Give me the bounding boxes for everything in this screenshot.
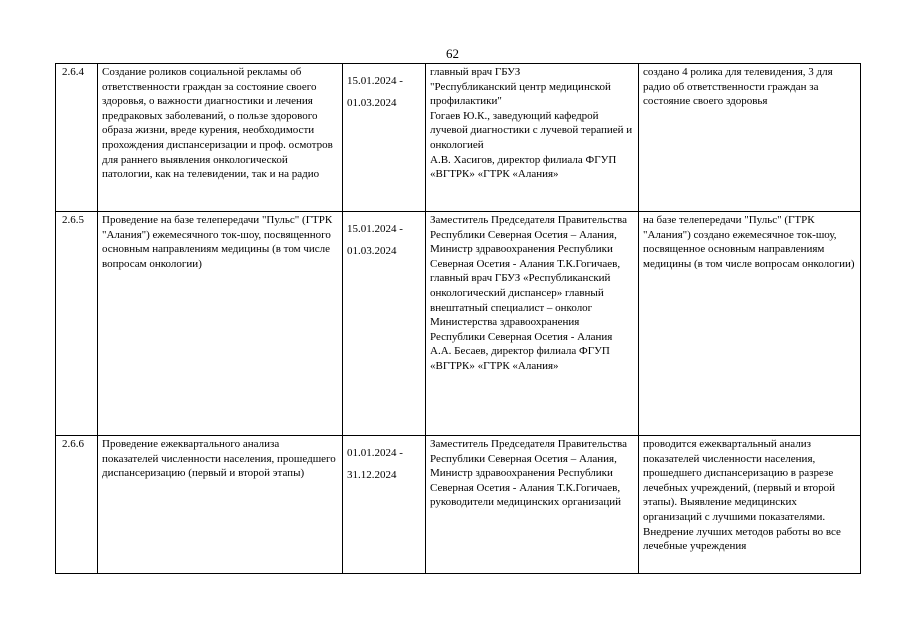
- responsible-cell: главный врач ГБУЗ "Республиканский центр медицинской профилактики" Гогаев Ю.К., заведующий кафедрой лучевой диагностики с лучевой терапией и онкологией А.В. Хасигов, директор филиала ФГУП «ВГТРК» «ГТРК «Алания»: [426, 64, 639, 212]
- row-number: 2.6.4: [56, 64, 98, 212]
- result-cell: создано 4 ролика для телевидения, 3 для радио об ответственности граждан за состояние своего здоровья: [639, 64, 861, 212]
- table-row: [56, 212, 861, 436]
- responsible-cell: Заместитель Председателя Правительства Республики Северная Осетия – Алания, Министр здравоохранения Республики Северная Осетия - Алания Т.К.Гогичаев, главный врач ГБУЗ «Республиканский онкологический диспансер» главный внештатный специалист – онколог Министерства здравоохранения Республики Северная Осетия - Алания А.А. Бесаев, директор филиала ФГУП «ВГТРК» «ГТРК «Алания»: [426, 212, 639, 436]
- dates-cell: 15.01.2024 - 01.03.2024: [343, 64, 426, 212]
- result-cell: на базе телепередачи "Пульс" (ГТРК "Алания") создано ежемесячное ток-шоу, посвященное основным направлениям медицины (в том числе вопросам онкологии): [639, 212, 861, 436]
- row-number: 2.6.5: [56, 212, 98, 436]
- dates-cell: 15.01.2024 - 01.03.2024: [343, 212, 426, 436]
- dates-cell: 01.01.2024 - 31.12.2024: [343, 436, 426, 574]
- table-row: [56, 436, 861, 574]
- activity-cell: Создание роликов социальной рекламы об ответственности граждан за состояние своего здоровья, о важности диагностики и лечения предраковых заболеваний, о пользе здорового образа жизни, вреде курения, необходимости прохождения диспансеризации и проф. осмотров для раннего выявления онкологической патологии, как на телевидении, так и на радио: [98, 64, 343, 212]
- activity-cell: Проведение ежеквартального анализа показателей численности населения, прошедшего диспансеризацию (первый и второй этапы): [98, 436, 343, 574]
- page-number: 62: [446, 46, 459, 61]
- row-number: 2.6.6: [56, 436, 98, 574]
- activity-cell: Проведение на базе телепередачи "Пульс" (ГТРК "Алания") ежемесячного ток-шоу, посвященного основным направлениям медицины (в том числе вопросам онкологии): [98, 212, 343, 436]
- responsible-cell: Заместитель Председателя Правительства Республики Северная Осетия – Алания, Министр здравоохранения Республики Северная Осетия - Алания Т.К.Гогичаев, руководители медицинских организаций: [426, 436, 639, 574]
- table-row: [56, 64, 861, 212]
- result-cell: проводится ежеквартальный анализ показателей численности населения, прошедшего диспансеризацию в разрезе лечебных учреждений, (первый и второй этапы). Выявление медицинских организаций с лучшими показателями. Внедрение лучших методов работы во все лечебные учреждения: [639, 436, 861, 574]
- activity-table: [55, 63, 861, 574]
